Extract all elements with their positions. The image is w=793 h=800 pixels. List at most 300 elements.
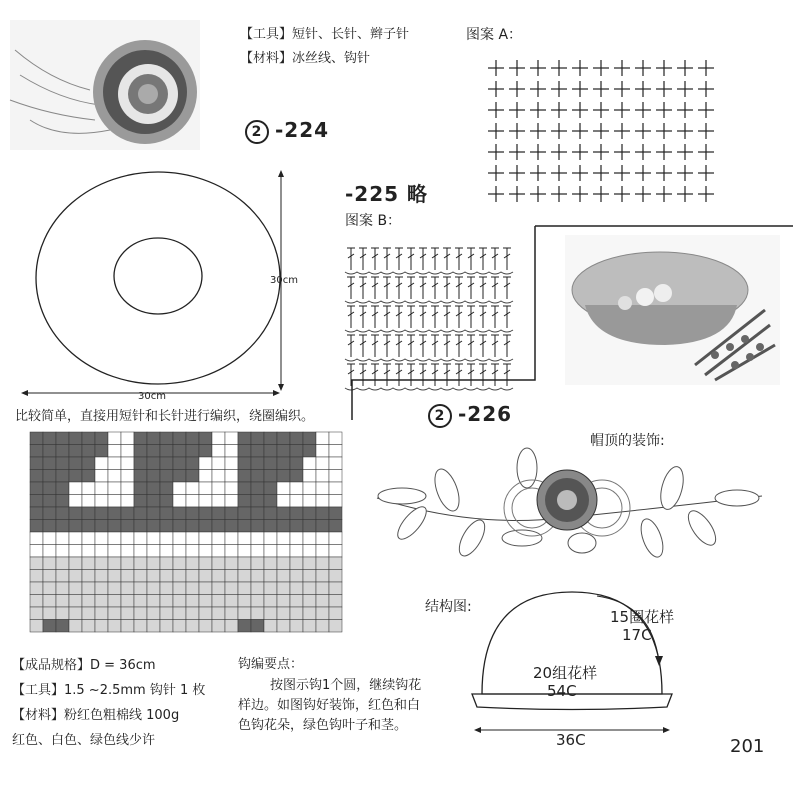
- chart-cell: [303, 445, 316, 458]
- stitch-symbol: [467, 364, 475, 386]
- design-number-226: [428, 402, 512, 428]
- stitch-symbol: [467, 277, 475, 299]
- chart-cell: [160, 557, 173, 570]
- plus-mark: [635, 165, 651, 181]
- hat-photo-224: [10, 20, 200, 150]
- chart-cell: [290, 557, 303, 570]
- chart-cell: [43, 620, 56, 633]
- plus-mark: [530, 60, 546, 76]
- stitch-symbol: [479, 277, 487, 299]
- chart-cell: [225, 595, 238, 608]
- chart-cell: [147, 445, 160, 458]
- chart-cell: [30, 470, 43, 483]
- chart-cell: [329, 620, 342, 633]
- stitch-symbol: [347, 277, 355, 299]
- plus-mark: [677, 102, 693, 118]
- chart-cell: [225, 582, 238, 595]
- chart-cell: [225, 545, 238, 558]
- chart-cell: [238, 520, 251, 533]
- chart-cell: [225, 445, 238, 458]
- stitch-symbol: [407, 335, 415, 357]
- page-number: 201: [730, 736, 765, 757]
- chart-cell: [121, 595, 134, 608]
- chart-cell: [329, 607, 342, 620]
- chart-cell: [290, 457, 303, 470]
- chart-cell: [95, 507, 108, 520]
- chart-cell: [303, 620, 316, 633]
- chart-cell: [238, 532, 251, 545]
- chart-cell: [69, 432, 82, 445]
- chart-cell: [82, 457, 95, 470]
- stitch-symbol: [395, 248, 403, 270]
- plus-mark: [698, 165, 714, 181]
- chart-cell: [69, 620, 82, 633]
- chart-cell: [56, 620, 69, 633]
- chart-cell: [108, 470, 121, 483]
- chart-cell: [290, 507, 303, 520]
- chart-cell: [160, 595, 173, 608]
- chart-cell: [108, 532, 121, 545]
- chart-cell: [199, 520, 212, 533]
- chart-cell: [108, 595, 121, 608]
- chart-cell: [238, 432, 251, 445]
- chart-cell: [95, 482, 108, 495]
- chart-cell: [121, 482, 134, 495]
- chart-cell: [108, 432, 121, 445]
- chart-cell: [134, 582, 147, 595]
- chart-cell: [160, 495, 173, 508]
- chart-cell: [56, 507, 69, 520]
- chart-cell: [303, 570, 316, 583]
- plus-mark: [572, 144, 588, 160]
- chart-cell: [199, 570, 212, 583]
- chart-cell: [82, 470, 95, 483]
- description-224: 比较简单，直接用短针和长针进行编织，绕圈编织。: [15, 409, 315, 424]
- plus-mark: [656, 186, 672, 202]
- chart-cell: [173, 495, 186, 508]
- stitch-symbol: [395, 364, 403, 386]
- size-spec: 【成品规格】D = 36cm: [12, 658, 156, 673]
- plus-mark: [551, 186, 567, 202]
- hat-structure-diagram: [462, 582, 702, 742]
- chart-cell: [277, 445, 290, 458]
- plus-mark: [488, 123, 504, 139]
- plus-mark: [488, 165, 504, 181]
- stitch-symbol: [371, 335, 379, 357]
- chart-cell: [290, 432, 303, 445]
- chart-cell: [56, 482, 69, 495]
- chart-cell: [225, 470, 238, 483]
- chart-cell: [95, 457, 108, 470]
- chart-cell: [147, 532, 160, 545]
- chart-cell: [147, 495, 160, 508]
- chart-cell: [82, 520, 95, 533]
- chart-cell: [173, 457, 186, 470]
- plus-mark: [614, 165, 630, 181]
- chart-cell: [43, 482, 56, 495]
- chart-cell: [199, 620, 212, 633]
- chart-cell: [264, 495, 277, 508]
- plus-mark: [593, 81, 609, 97]
- stitch-symbol: [371, 364, 379, 386]
- chart-cell: [95, 620, 108, 633]
- chart-cell: [69, 545, 82, 558]
- chart-cell: [290, 620, 303, 633]
- chart-cell: [290, 532, 303, 545]
- chart-cell: [134, 470, 147, 483]
- chart-cell: [277, 532, 290, 545]
- plus-mark: [656, 123, 672, 139]
- chain-row: [345, 359, 513, 361]
- chart-cell: [173, 582, 186, 595]
- chart-cell: [160, 607, 173, 620]
- chart-cell: [329, 470, 342, 483]
- chart-cell: [212, 457, 225, 470]
- chart-cell: [212, 582, 225, 595]
- chart-cell: [251, 620, 264, 633]
- chart-cell: [43, 607, 56, 620]
- chart-cell: [186, 557, 199, 570]
- chart-cell: [108, 482, 121, 495]
- chart-cell: [316, 557, 329, 570]
- stitch-symbol: [503, 306, 511, 328]
- chart-cell: [43, 445, 56, 458]
- chart-cell: [303, 532, 316, 545]
- chart-cell: [277, 620, 290, 633]
- chart-cell: [69, 520, 82, 533]
- plus-mark: [614, 81, 630, 97]
- stitch-symbol: [431, 277, 439, 299]
- decoration-garland: [372, 448, 772, 578]
- chart-cell: [225, 507, 238, 520]
- stitch-symbol: [395, 306, 403, 328]
- chart-cell: [238, 495, 251, 508]
- chart-cell: [186, 495, 199, 508]
- chart-cell: [316, 457, 329, 470]
- plus-mark: [656, 144, 672, 160]
- plus-mark: [614, 186, 630, 202]
- chart-cell: [290, 445, 303, 458]
- plus-mark: [656, 102, 672, 118]
- chart-cell: [251, 445, 264, 458]
- chart-cell: [290, 495, 303, 508]
- plus-mark: [635, 102, 651, 118]
- chart-cell: [173, 507, 186, 520]
- chart-cell: [316, 482, 329, 495]
- chart-cell: [121, 495, 134, 508]
- chart-cell: [82, 495, 95, 508]
- chart-cell: [95, 532, 108, 545]
- stitch-symbol: [347, 248, 355, 270]
- chart-cell: [290, 582, 303, 595]
- chart-cell: [199, 532, 212, 545]
- chart-cell: [264, 470, 277, 483]
- chart-cell: [264, 520, 277, 533]
- chart-cell: [186, 445, 199, 458]
- plus-mark: [488, 60, 504, 76]
- stitch-symbol: [479, 306, 487, 328]
- top-count-label: 17C: [622, 626, 652, 644]
- design-number-224: [245, 118, 329, 144]
- chart-cell: [69, 445, 82, 458]
- plus-mark: [551, 144, 567, 160]
- chart-cell: [134, 620, 147, 633]
- chart-cell: [82, 532, 95, 545]
- chart-cell: [134, 557, 147, 570]
- chart-cell: [95, 470, 108, 483]
- chart-cell: [186, 507, 199, 520]
- chart-cell: [134, 607, 147, 620]
- dimension-height: 30cm: [270, 275, 298, 286]
- plus-mark: [677, 186, 693, 202]
- stitch-symbol: [383, 248, 391, 270]
- chart-cell: [277, 607, 290, 620]
- chart-cell: [56, 520, 69, 533]
- chain-row: [345, 388, 513, 390]
- chart-cell: [199, 607, 212, 620]
- chart-cell: [56, 595, 69, 608]
- chart-cell: [69, 457, 82, 470]
- chart-cell: [30, 607, 43, 620]
- chart-cell: [186, 532, 199, 545]
- chart-cell: [30, 557, 43, 570]
- chart-cell: [212, 432, 225, 445]
- chart-cell: [121, 545, 134, 558]
- stitch-symbol: [503, 364, 511, 386]
- chart-cell: [251, 595, 264, 608]
- chart-cell: [30, 457, 43, 470]
- plus-mark: [635, 186, 651, 202]
- chart-cell: [329, 520, 342, 533]
- design-suffix-224: -224: [275, 118, 330, 142]
- chart-cell: [329, 495, 342, 508]
- materials-224: 【材料】冰丝线、钩针: [240, 51, 371, 66]
- chart-cell: [30, 570, 43, 583]
- stitch-symbol: [383, 364, 391, 386]
- plus-mark: [530, 165, 546, 181]
- chart-cell: [56, 607, 69, 620]
- chart-cell: [251, 432, 264, 445]
- chart-cell: [238, 445, 251, 458]
- chart-cell: [277, 557, 290, 570]
- chart-cell: [238, 507, 251, 520]
- stitch-symbol: [491, 335, 499, 357]
- chart-cell: [212, 495, 225, 508]
- chart-cell: [329, 582, 342, 595]
- chart-cell: [160, 582, 173, 595]
- plus-mark: [593, 165, 609, 181]
- plus-mark: [530, 102, 546, 118]
- chart-cell: [238, 620, 251, 633]
- chart-cell: [329, 595, 342, 608]
- chart-cell: [251, 520, 264, 533]
- chart-cell: [329, 532, 342, 545]
- chart-cell: [30, 495, 43, 508]
- chart-cell: [134, 432, 147, 445]
- chart-cell: [238, 545, 251, 558]
- chart-cell: [56, 557, 69, 570]
- chart-cell: [134, 532, 147, 545]
- chart-cell: [303, 557, 316, 570]
- chart-cell: [212, 557, 225, 570]
- chart-cell: [56, 582, 69, 595]
- chart-cell: [316, 432, 329, 445]
- chart-cell: [264, 545, 277, 558]
- plus-mark: [509, 102, 525, 118]
- chart-cell: [173, 532, 186, 545]
- body-count-label: 54C: [547, 682, 577, 700]
- chart-cell: [108, 507, 121, 520]
- plus-mark: [635, 60, 651, 76]
- plus-mark: [677, 144, 693, 160]
- chart-cell: [290, 545, 303, 558]
- chart-cell: [30, 482, 43, 495]
- plus-mark: [509, 186, 525, 202]
- plus-mark: [635, 123, 651, 139]
- chart-cell: [186, 570, 199, 583]
- chart-cell: [277, 457, 290, 470]
- chart-cell: [251, 457, 264, 470]
- chart-cell: [329, 570, 342, 583]
- chart-cell: [95, 495, 108, 508]
- chart-cell: [134, 507, 147, 520]
- chart-cell: [121, 432, 134, 445]
- stitch-symbol: [359, 306, 367, 328]
- chart-cell: [212, 620, 225, 633]
- chart-cell: [108, 520, 121, 533]
- plus-mark: [698, 123, 714, 139]
- plus-mark: [572, 165, 588, 181]
- stitch-symbol: [491, 306, 499, 328]
- materials-extra-226: 红色、白色、绿色线少许: [12, 733, 156, 748]
- chart-cell: [95, 570, 108, 583]
- chart-cell: [238, 482, 251, 495]
- chart-cell: [277, 432, 290, 445]
- chart-cell: [290, 470, 303, 483]
- chart-cell: [303, 457, 316, 470]
- chart-cell: [30, 582, 43, 595]
- chart-cell: [160, 432, 173, 445]
- top-rounds-label: 15圈花样: [610, 608, 675, 626]
- stitch-symbol: [431, 335, 439, 357]
- plus-mark: [530, 144, 546, 160]
- notes-line-3: 色钩花朵，绿色钩叶子和茎。: [238, 718, 408, 733]
- chart-cell: [173, 557, 186, 570]
- chart-cell: [212, 545, 225, 558]
- design-title-225: -225 略: [345, 182, 429, 206]
- notes-line-2: 样边。如图钩好装饰，红色和白: [238, 698, 421, 713]
- chart-cell: [173, 545, 186, 558]
- stitch-symbol: [395, 335, 403, 357]
- tools-224: 【工具】短针、长针、辫子针: [240, 27, 410, 42]
- chart-cell: [186, 607, 199, 620]
- chart-cell: [30, 507, 43, 520]
- chart-cell: [251, 607, 264, 620]
- plus-mark: [698, 60, 714, 76]
- chart-cell: [69, 507, 82, 520]
- chart-cell: [43, 495, 56, 508]
- stitch-symbol: [347, 364, 355, 386]
- chart-cell: [69, 470, 82, 483]
- chart-cell: [199, 482, 212, 495]
- chart-cell: [264, 482, 277, 495]
- plus-mark: [530, 123, 546, 139]
- pattern-b-label: 图案 B：: [345, 213, 402, 229]
- chart-cell: [199, 595, 212, 608]
- chart-cell: [225, 432, 238, 445]
- chart-cell: [147, 545, 160, 558]
- plus-mark: [509, 81, 525, 97]
- chart-cell: [316, 620, 329, 633]
- chart-cell: [147, 595, 160, 608]
- plus-mark: [677, 60, 693, 76]
- chart-cell: [56, 570, 69, 583]
- chart-cell: [43, 470, 56, 483]
- chart-cell: [30, 545, 43, 558]
- plus-mark: [488, 144, 504, 160]
- chart-cell: [82, 557, 95, 570]
- chart-cell: [186, 545, 199, 558]
- stitch-symbol: [503, 335, 511, 357]
- chart-cell: [303, 507, 316, 520]
- chart-cell: [69, 607, 82, 620]
- chart-cell: [225, 532, 238, 545]
- chart-cell: [30, 520, 43, 533]
- chart-cell: [186, 432, 199, 445]
- plus-mark: [488, 102, 504, 118]
- plus-mark: [698, 144, 714, 160]
- chart-cell: [160, 457, 173, 470]
- plus-mark: [593, 60, 609, 76]
- chart-cell: [121, 470, 134, 483]
- chart-cell: [121, 532, 134, 545]
- chart-cell: [160, 620, 173, 633]
- chart-cell: [134, 520, 147, 533]
- chart-cell: [264, 532, 277, 545]
- chart-cell: [303, 520, 316, 533]
- chart-cell: [82, 570, 95, 583]
- chart-cell: [134, 457, 147, 470]
- plus-mark: [614, 102, 630, 118]
- chart-cell: [238, 557, 251, 570]
- chart-cell: [173, 620, 186, 633]
- chart-cell: [225, 457, 238, 470]
- chart-cell: [160, 532, 173, 545]
- chart-cell: [173, 445, 186, 458]
- chart-cell: [69, 495, 82, 508]
- stitch-symbol: [407, 277, 415, 299]
- stitch-symbol: [419, 248, 427, 270]
- stitch-symbol: [479, 364, 487, 386]
- chart-cell: [238, 457, 251, 470]
- chart-cell: [121, 607, 134, 620]
- chart-cell: [316, 445, 329, 458]
- stitch-symbol: [383, 277, 391, 299]
- stitch-symbol: [455, 335, 463, 357]
- plus-mark: [677, 165, 693, 181]
- chart-cell: [199, 545, 212, 558]
- stitch-symbol: [455, 364, 463, 386]
- design-suffix-226: -226: [458, 402, 513, 426]
- plus-mark: [509, 60, 525, 76]
- chart-cell: [316, 582, 329, 595]
- chart-cell: [43, 507, 56, 520]
- plus-mark: [551, 123, 567, 139]
- chart-cell: [173, 432, 186, 445]
- stitch-symbol: [431, 306, 439, 328]
- chart-cell: [69, 595, 82, 608]
- chart-cell: [147, 582, 160, 595]
